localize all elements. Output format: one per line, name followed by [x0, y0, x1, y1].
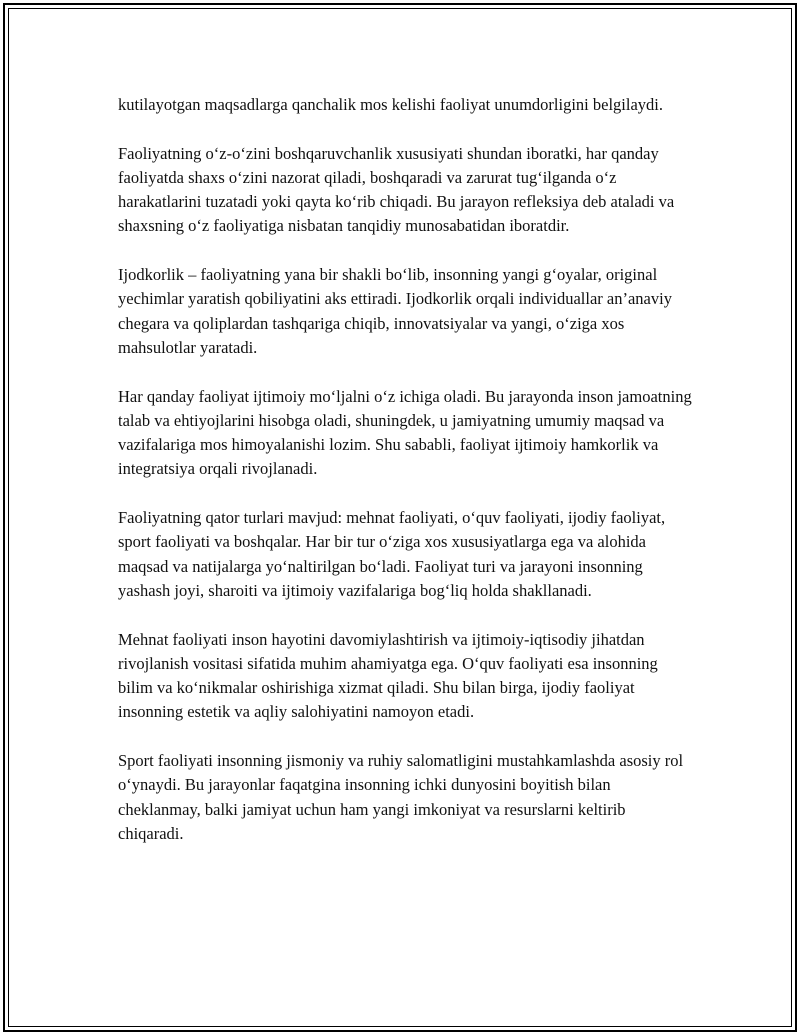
paragraph-1: kutilayotgan maqsadlarga qanchalik mos kelishi faoliyat unumdorligini belgilaydi.: [118, 95, 663, 114]
paragraph-3: Ijodkorlik – faoliyatning yana bir shakli bo‘lib, insonning yangi g‘oyalar, original yechimlar yaratish qobiliyatini aks ettiradi. Ijodkorlik orqali individuallar an’anaviy chegara va qoliplardan tashqariga chiqib, innovatsiyalar va yangi, o‘ziga xos mahsulotlar yaratadi.: [118, 265, 672, 357]
paragraph-6: Mehnat faoliyati inson hayotini davomiylashtirish va ijtimoiy-iqtisodiy jihatdan rivojlanish vositasi sifatida muhim ahamiyatga ega. O‘quv faoliyati esa insonning bilim va ko‘nikmalar oshirishiga xizmat qiladi. Shu bilan birga, ijodiy faoliyat insonning estetik va aqliy salohiyatini namoyon etadi.: [118, 629, 658, 722]
paragraph-5: Faoliyatning qator turlari mavjud: mehnat faoliyati, o‘quv faoliyati, ijodiy faoliyat, sport faoliyati va boshqalar. Har bir tur o‘ziga xos xususiyatlarga ega va alohida maqsad va natijalarga yo‘naltirilgan bo‘ladi. Faoliyat turi va jarayoni insonning yashash joyi, sharoiti va ijtimoiy vazifalariga bog‘liq holda shakllanadi.: [118, 508, 666, 600]
document-body: [118, 93, 693, 871]
paragraph-4: Har qanday faoliyat ijtimoiy mo‘ljalni o‘z ichiga oladi. Bu jarayonda inson jamoatning talab va ehtiyojlarini hisobga oladi, shuningdek, u jamiyatning umumiy maqsad va vazifalariga mos himoyalanishi lozim. Shu sababli, faoliyat ijtimoiy hamkorlik va integratsiya orqali rivojlanadi.: [118, 386, 692, 479]
paragraph-7: Sport faoliyati insonning jismoniy va ruhiy salomatligini mustahkamlashda asosiy rol o‘ynaydi. Bu jarayonlar faqatgina insonning ichki dunyosini boyitish bilan cheklanmay, balki jamiyat uchun ham yangi imkoniyat va resurslarni keltirib chiqaradi.: [118, 751, 684, 843]
paragraph-2: Faoliyatning o‘z-o‘zini boshqaruvchanlik xususiyati shundan iboratki, har qanday faoliyatda shaxs o‘zini nazorat qiladi, boshqaradi va zarurat tug‘ilganda o‘z harakatlarini tuzatadi yoki qayta ko‘rib chiqadi. Bu jarayon refleksiya deb ataladi va shaxsning o‘z faoliyatiga nisbatan tanqidiy munosabatidan iboratdir.: [118, 143, 675, 236]
